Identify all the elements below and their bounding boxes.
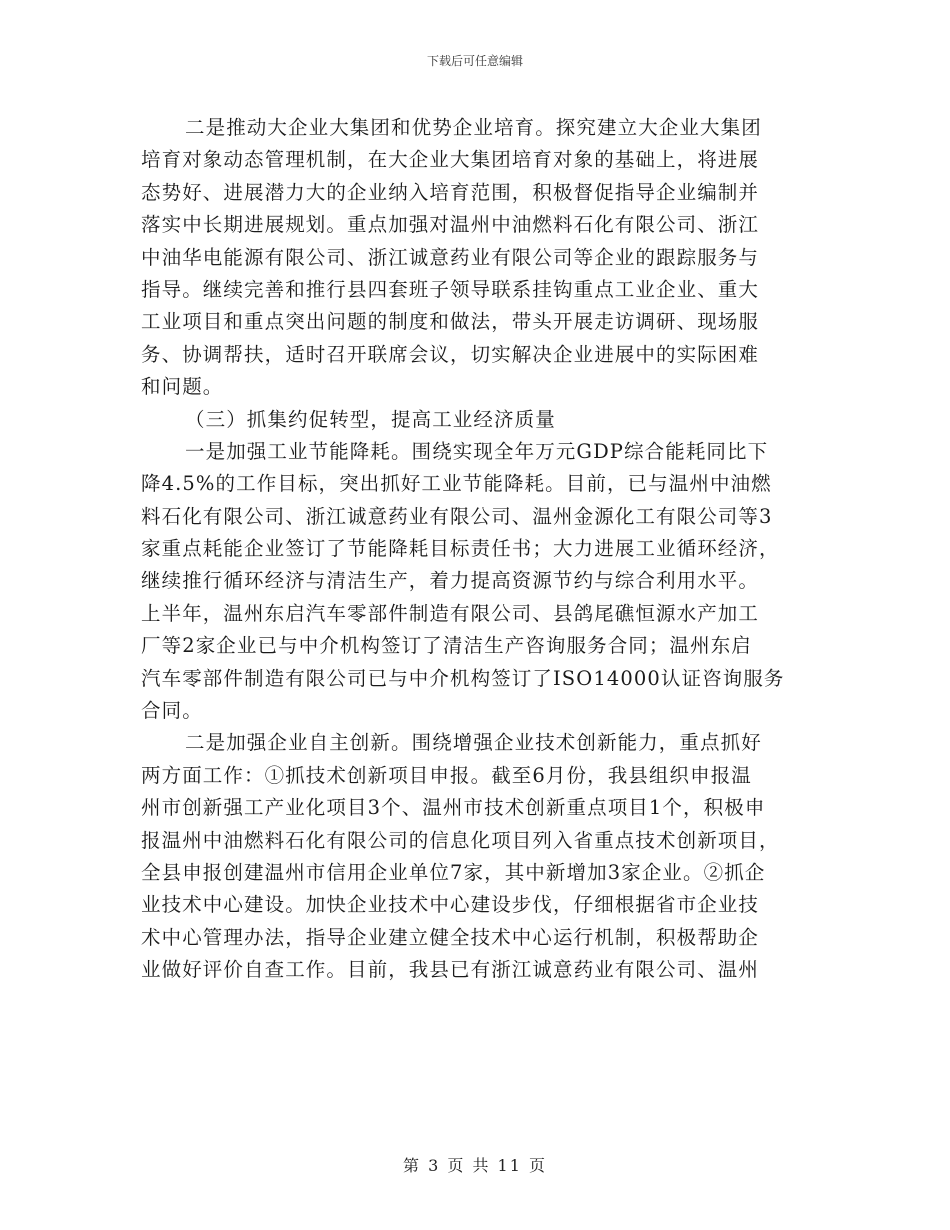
paragraph-line: 业做好评价自查工作。目前，我县已有浙江诚意药业有限公司、温州: [141, 958, 760, 982]
paragraph-line: 中油华电能源有限公司、浙江诚意药业有限公司等企业的跟踪服务与: [141, 245, 760, 269]
paragraph-line: 态势好、进展潜力大的企业纳入培育范围，积极督促指导企业编制并: [141, 180, 760, 204]
paragraph-line: 和问题。: [141, 375, 224, 399]
page-header: 下载后可任意编辑: [426, 54, 523, 68]
paragraph-line: 汽车零部件制造有限公司已与中介机构签订了ISO14000认证咨询服务: [141, 666, 785, 690]
paragraph-line: 工业项目和重点突出问题的制度和做法，带头开展走访调研、现场服: [141, 310, 760, 334]
paragraph-line: 厂等2家企业已与中介机构签订了清洁生产咨询服务合同；温州东启: [141, 634, 752, 658]
section-heading: （三）抓集约促转型，提高工业经济质量: [185, 407, 556, 431]
paragraph-line: 一是加强工业节能降耗。围绕实现全年万元GDP综合能耗同比下: [185, 439, 769, 463]
paragraph-line: 二是推动大企业大集团和优势企业培育。探究建立大企业大集团: [185, 116, 762, 139]
paragraph-line: 报温州中油燃料石化有限公司的信息化项目列入省重点技术创新项目，: [141, 828, 780, 852]
paragraph-line: 家重点耗能企业签订了节能降耗目标责任书；大力进展工业循环经济，: [141, 537, 780, 561]
paragraph-line: 两方面工作：①抓技术创新项目申报。截至6月份，我县组织申报温: [141, 763, 752, 787]
document-body: [141, 112, 809, 987]
page-number-footer: 第 3 页 共 11 页: [403, 1156, 547, 1175]
paragraph-line: 合同。: [141, 699, 203, 723]
paragraph-line: 降4.5%的工作目标，突出抓好工业节能降耗。目前，已与温州中油燃: [141, 472, 772, 496]
paragraph-line: 二是加强企业自主创新。围绕增强企业技术创新能力，重点抓好: [185, 731, 762, 755]
paragraph-line: 术中心管理办法，指导企业建立健全技术中心运行机制，积极帮助企: [141, 925, 760, 949]
paragraph-line: 培育对象动态管理机制，在大企业大集团培育对象的基础上，将进展: [141, 148, 760, 172]
paragraph-line: 指导。继续完善和推行县四套班子领导联系挂钩重点工业企业、重大: [141, 277, 760, 301]
paragraph-line: 全县申报创建温州市信用企业单位7家，其中新增加3家企业。②抓企: [141, 860, 766, 884]
paragraph-line: 继续推行循环经济与清洁生产，着力提高资源节约与综合利用水平。: [141, 569, 760, 593]
paragraph-line: 务、协调帮扶，适时召开联席会议，切实解决企业进展中的实际困难: [141, 342, 760, 366]
paragraph-line: 落实中长期进展规划。重点加强对温州中油燃料石化有限公司、浙江: [141, 213, 760, 237]
paragraph-line: 料石化有限公司、浙江诚意药业有限公司、温州金源化工有限公司等3: [141, 504, 773, 528]
paragraph-line: 上半年，温州东启汽车零部件制造有限公司、县鸽尾礁恒源水产加工: [141, 601, 760, 625]
paragraph-line: 业技术中心建设。加快企业技术中心建设步伐，仔细根据省市企业技: [141, 893, 760, 917]
paragraph-line: 州市创新强工产业化项目3个、温州市技术创新重点项目1个，积极申: [141, 796, 766, 820]
